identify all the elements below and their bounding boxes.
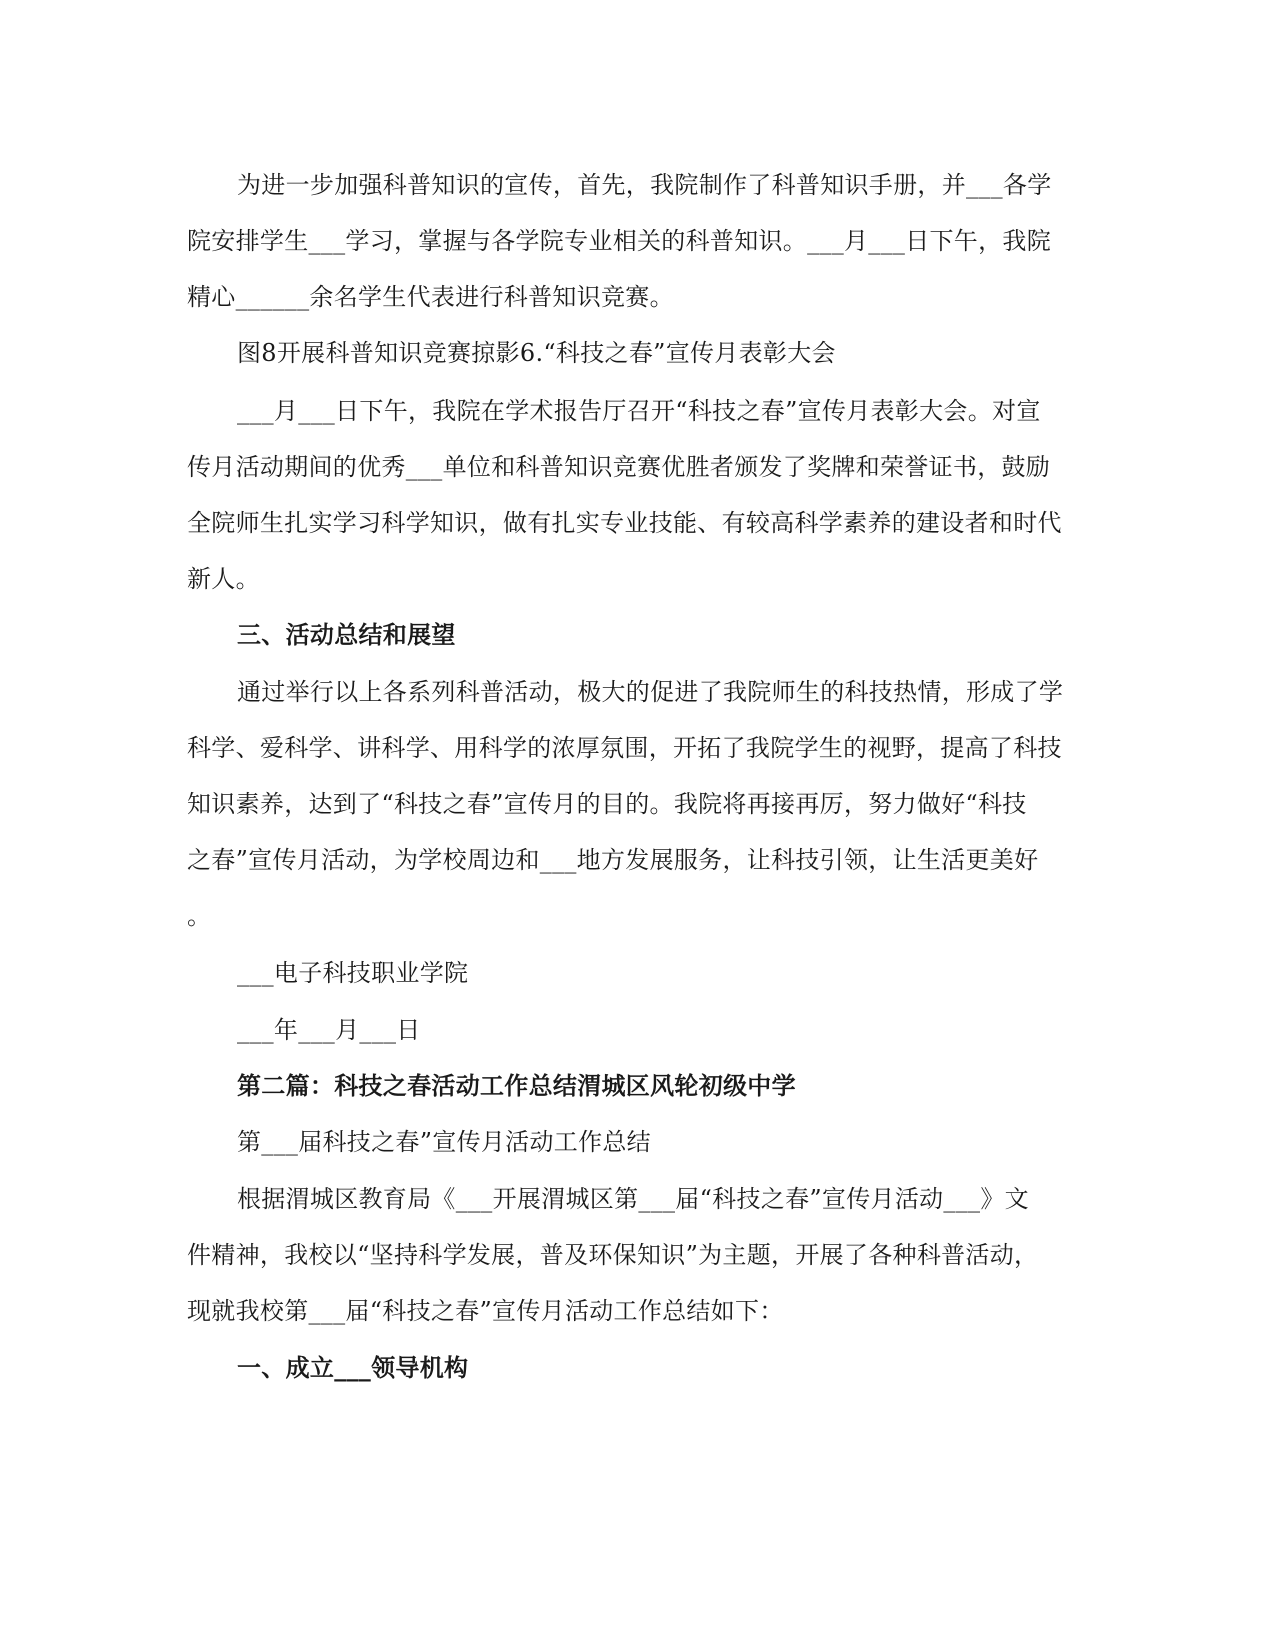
paragraph-line: ___月___日下午，我院在学术报告厅召开“科技之春”宣传月表彰大会。对宣 — [237, 397, 1041, 425]
paragraph-line: 传月活动期间的优秀___单位和科普知识竞赛优胜者颁发了奖牌和荣誉证书，鼓励 — [187, 453, 1051, 481]
section-heading: 一、成立___领导机构 — [237, 1354, 469, 1382]
paragraph-line: 院安排学生___学习，掌握与各学院专业相关的科普知识。___月___日下午，我院 — [187, 227, 1051, 255]
paragraph-line: 精心______余名学生代表进行科普知识竞赛。 — [187, 283, 674, 311]
paragraph-line: 为进一步加强科普知识的宣传，首先，我院制作了科普知识手册，并___各学 — [237, 171, 1052, 199]
paragraph-line: 通过举行以上各系列科普活动，极大的促进了我院师生的科技热情，形成了学 — [237, 678, 1064, 706]
paragraph-line: 现就我校第___届“科技之春”宣传月活动工作总结如下： — [187, 1297, 784, 1325]
signature-date: ___年___月___日 — [237, 1016, 421, 1044]
figure-caption: 图8开展科普知识竞赛掠影6.“科技之春”宣传月表彰大会 — [237, 339, 836, 367]
paragraph-line: 全院师生扎实学习科学知识，做有扎实专业技能、有较高科学素养的建设者和时代 — [187, 509, 1062, 537]
paragraph-line: 根据渭城区教育局《___开展渭城区第___届“科技之春”宣传月活动___》文 — [237, 1185, 1029, 1213]
paragraph-line: 。 — [187, 902, 212, 930]
signature-org: ___电子科技职业学院 — [237, 959, 469, 987]
paragraph-line: 之春”宣传月活动，为学校周边和___地方发展服务，让科技引领，让生活更美好 — [187, 846, 1039, 874]
paragraph-line: 件精神，我校以“坚持科学发展，普及环保知识”为主题，开展了各种科普活动， — [187, 1241, 1039, 1269]
paragraph-line: 知识素养，达到了“科技之春”宣传月的目的。我院将再接再厉，努力做好“科技 — [187, 790, 1027, 818]
chapter-heading: 第二篇：科技之春活动工作总结渭城区风轮初级中学 — [237, 1072, 796, 1100]
paragraph-line: 新人。 — [187, 565, 260, 593]
section-heading: 三、活动总结和展望 — [237, 621, 456, 649]
document-subtitle: 第___届科技之春”宣传月活动工作总结 — [237, 1128, 651, 1156]
paragraph-line: 科学、爱科学、讲科学、用科学的浓厚氛围，开拓了我院学生的视野，提高了科技 — [187, 734, 1062, 762]
